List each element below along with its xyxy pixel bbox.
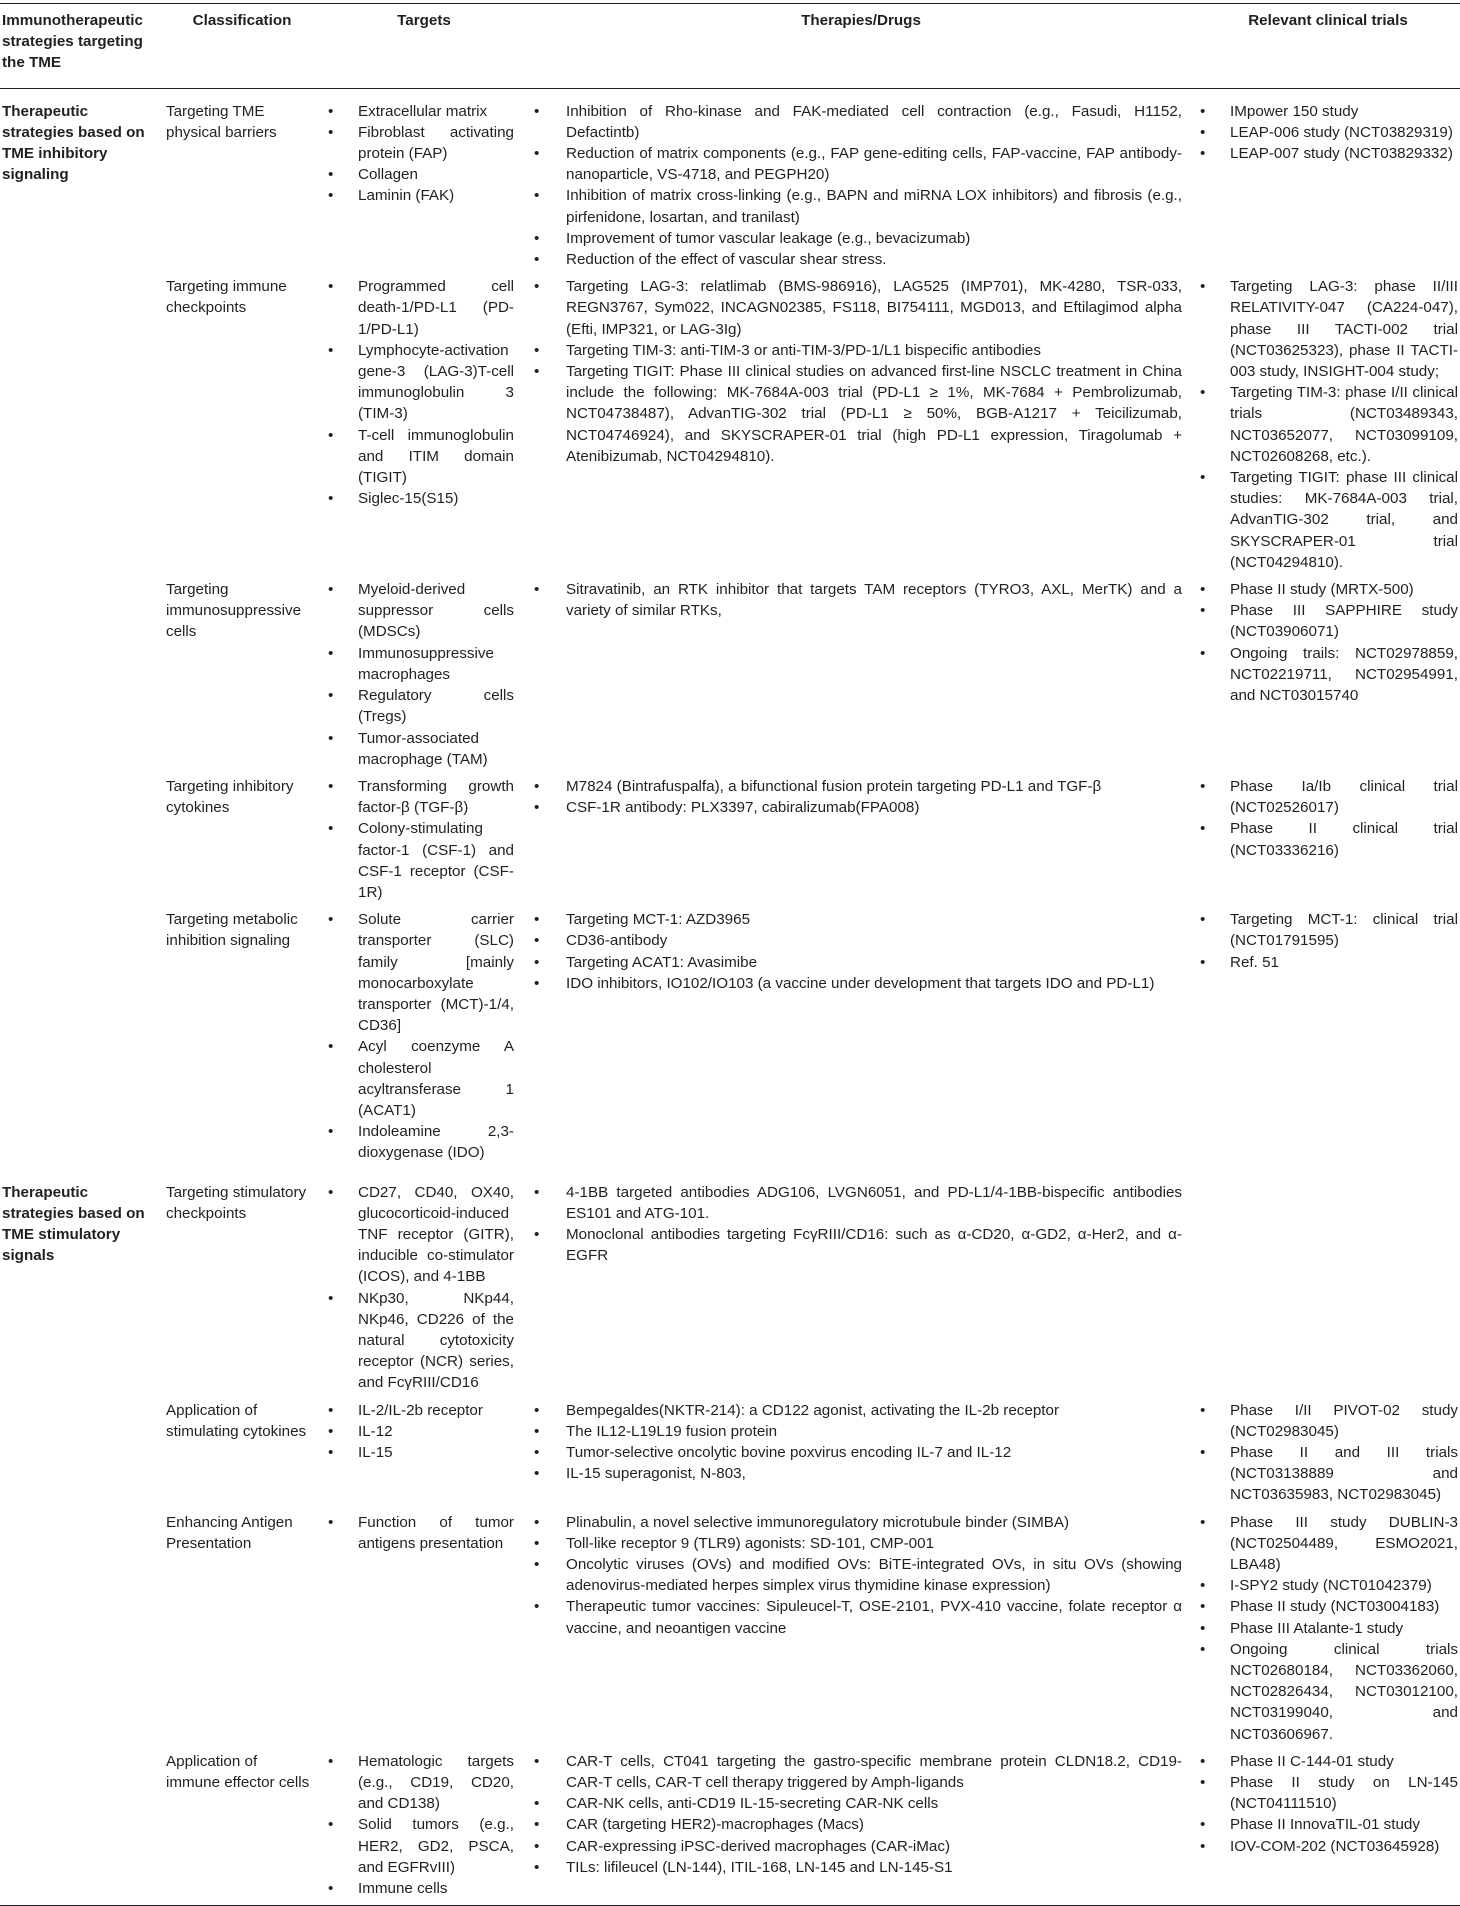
- therapies-cell: [526, 776, 1196, 909]
- trial-item: • Phase III Atalante-1 study: [1200, 1618, 1458, 1639]
- trials-list: [1200, 1512, 1458, 1745]
- strategy-cell: [0, 1751, 162, 1906]
- trials-cell: [1196, 776, 1460, 909]
- classification-cell: Targeting TME physical barriers: [166, 102, 277, 141]
- target-item: • Solute carrier transporter (SLC) family [mainly monocarboxylate transporter (MCT)-1/4, CD36]: [328, 909, 514, 1036]
- target-item: • Regulatory cells (Tregs): [328, 685, 514, 727]
- therapies-cell: [526, 276, 1196, 579]
- trial-item: • Phase II clinical trial (NCT03336216): [1200, 818, 1458, 860]
- strategy-cell: [0, 1400, 162, 1512]
- classification-cell: Targeting inhibitory cytokines: [166, 777, 294, 817]
- targets-cell: [322, 776, 526, 909]
- targets-list: [328, 1400, 514, 1464]
- trial-item: • Phase Ia/Ib clinical trial (NCT02526017): [1200, 776, 1458, 818]
- trials-list: [1200, 1751, 1458, 1857]
- target-item: • IL-12: [328, 1421, 514, 1442]
- therapy-item: • Targeting MCT-1: AZD3965: [534, 909, 1182, 930]
- target-item: • Fibroblast activating protein (FAP): [328, 122, 514, 164]
- trials-cell: [1196, 579, 1460, 776]
- targets-cell: [322, 1751, 526, 1906]
- classification-cell: Enhancing Antigen Presentation: [166, 1513, 293, 1552]
- targets-cell: [322, 276, 526, 579]
- therapy-item: • M7824 (Bintrafuspalfa), a bifunctional fusion protein targeting PD-L1 and TGF-β: [534, 776, 1182, 797]
- trial-item: • IMpower 150 study: [1200, 101, 1458, 122]
- classification-cell: Application of immune effector cells: [166, 1752, 310, 1792]
- table-row: [0, 1751, 1460, 1906]
- header-targets: Targets: [397, 12, 451, 29]
- table-header-row: [0, 4, 1460, 89]
- target-item: • Colony-stimulating factor-1 (CSF-1) and CSF-1 receptor (CSF-1R): [328, 818, 514, 903]
- target-item: • Extracellular matrix: [328, 101, 514, 122]
- target-item: • Transforming growth factor-β (TGF-β): [328, 776, 514, 818]
- targets-list: [328, 1182, 514, 1394]
- trial-item: • LEAP-006 study (NCT03829319): [1200, 122, 1458, 143]
- therapy-item: • The IL12-L19L19 fusion protein: [534, 1421, 1182, 1442]
- trial-item: • Phase II InnovaTIL-01 study: [1200, 1814, 1458, 1835]
- therapy-item: • 4-1BB targeted antibodies ADG106, LVGN6051, and PD-L1/4-1BB-bispecific antibodies ES101 and ATG-101.: [534, 1182, 1182, 1224]
- target-item: • Myeloid-derived suppressor cells (MDSCs): [328, 579, 514, 643]
- target-item: • Indoleamine 2,3-dioxygenase (IDO): [328, 1121, 514, 1163]
- trial-item: • Phase II C-144-01 study: [1200, 1751, 1458, 1772]
- table-row: [0, 579, 1460, 776]
- strategy-cell: Therapeutic strategies based on TME inhibitory signaling: [2, 102, 145, 184]
- table-body: [0, 88, 1460, 1906]
- therapy-item: • Inhibition of Rho-kinase and FAK-mediated cell contraction (e.g., Fasudi, H1152, Defactintb): [534, 101, 1182, 143]
- classification-cell: Targeting immunosuppressive cells: [166, 581, 302, 641]
- therapies-list: [534, 101, 1182, 271]
- therapy-item: • CAR (targeting HER2)-macrophages (Macs): [534, 1814, 1182, 1835]
- therapy-item: • CAR-expressing iPSC-derived macrophages (CAR-iMac): [534, 1836, 1182, 1857]
- targets-cell: [322, 579, 526, 776]
- therapy-item: • Inhibition of matrix cross-linking (e.g., BAPN and miRNA LOX inhibitors) and fibrosis (e.g., pirfenidone, losartan, and tranilast): [534, 185, 1182, 227]
- targets-list: [328, 101, 514, 207]
- header-clinical-trials: Relevant clinical trials: [1248, 12, 1408, 29]
- therapy-item: • Monoclonal antibodies targeting FcγRIII/CD16: such as α-CD20, α-GD2, α-Her2, and α-EGFR: [534, 1224, 1182, 1266]
- therapies-cell: [526, 1751, 1196, 1906]
- therapies-list: [534, 579, 1182, 621]
- targets-list: [328, 1512, 514, 1554]
- trial-item: • Phase I/II PIVOT-02 study (NCT02983045): [1200, 1400, 1458, 1442]
- trial-item: • Targeting TIGIT: phase III clinical studies: MK-7684A-003 trial, AdvanTIG-302 trial, and SKYSCRAPER-01 trial (NCT04294810).: [1200, 467, 1458, 573]
- target-item: • Lymphocyte-activation gene-3 (LAG-3)T-cell immunoglobulin 3 (TIM-3): [328, 340, 514, 425]
- target-item: • Hematologic targets (e.g., CD19, CD20, and CD138): [328, 1751, 514, 1815]
- trials-list: [1200, 776, 1458, 861]
- trial-item: • Ongoing clinical trials NCT02680184, NCT03362060, NCT02826434, NCT03012100, NCT03199040, and NCT03606967.: [1200, 1639, 1458, 1745]
- target-item: • Immune cells: [328, 1878, 514, 1899]
- classification-cell: Targeting stimulatory checkpoints: [166, 1183, 307, 1222]
- target-item: • IL-15: [328, 1442, 514, 1463]
- target-item: • Siglec-15(S15): [328, 488, 514, 509]
- trials-list: [1200, 1400, 1458, 1506]
- target-item: • Solid tumors (e.g., HER2, GD2, PSCA, and EGFRvIII): [328, 1814, 514, 1878]
- trials-list: [1200, 276, 1458, 573]
- target-item: • Acyl coenzyme A cholesterol acyltransferase 1 (ACAT1): [328, 1036, 514, 1121]
- table-row: [0, 1170, 1460, 1400]
- header-therapies: Therapies/Drugs: [801, 12, 921, 29]
- therapies-cell: [526, 1512, 1196, 1751]
- targets-list: [328, 776, 514, 903]
- therapies-list: [534, 909, 1182, 994]
- header-strategies: Immunotherapeutic strategies targeting the TME: [2, 12, 143, 72]
- therapies-list: [534, 776, 1182, 818]
- trial-item: • Targeting MCT-1: clinical trial (NCT01791595): [1200, 909, 1458, 951]
- therapy-item: • Targeting ACAT1: Avasimibe: [534, 952, 1182, 973]
- classification-cell: Targeting metabolic inhibition signaling: [166, 911, 298, 950]
- target-item: • Function of tumor antigens presentation: [328, 1512, 514, 1554]
- targets-list: [328, 276, 514, 509]
- targets-cell: [322, 88, 526, 276]
- target-item: • Collagen: [328, 164, 514, 185]
- immunotherapy-table: [0, 3, 1460, 1906]
- therapies-cell: [526, 579, 1196, 776]
- therapy-item: • CAR-T cells, CT041 targeting the gastro-specific membrane protein CLDN18.2, CD19-CAR-T cells, CAR-T cell therapy triggered by Amph-ligands: [534, 1751, 1182, 1793]
- trial-item: • Ref. 51: [1200, 952, 1458, 973]
- target-item: • Tumor-associated macrophage (TAM): [328, 728, 514, 770]
- target-item: • NKp30, NKp44, NKp46, CD226 of the natural cytotoxicity receptor (NCR) series, and FcγRIII/CD16: [328, 1288, 514, 1394]
- table-row: [0, 776, 1460, 909]
- therapies-cell: [526, 88, 1196, 276]
- strategy-cell: [0, 776, 162, 909]
- trial-item: • Targeting TIM-3: phase I/II clinical trials (NCT03489343, NCT03652077, NCT03099109, NCT02608268, etc.).: [1200, 382, 1458, 467]
- strategy-cell: [0, 276, 162, 579]
- therapy-item: • Targeting TIGIT: Phase III clinical studies on advanced first-line NSCLC treatment in China include the following: MK-7684A-003 trial (PD-L1 ≥ 1%, MK-7684 + Pembrolizumab, NCT04738487), AdvanTIG-302 trial (PD-L1 ≥ 50%, BGB-A1217 + Teicilizumab, NCT04746924), and SKYSCRAPER-01 trial (high PD-L1 expression, Tiragolumab + Atenibizumab, NCT04294810).: [534, 361, 1182, 467]
- trials-list: [1200, 101, 1458, 165]
- targets-cell: [322, 1512, 526, 1751]
- strategy-cell: [0, 909, 162, 1169]
- trials-list: [1200, 909, 1458, 973]
- therapies-list: [534, 1182, 1182, 1267]
- trial-item: • Targeting LAG-3: phase II/III RELATIVITY-047 (CA224-047), phase III TACTI-002 trial (NCT03625323), phase II TACTI-003 study, INSIGHT-004 study;: [1200, 276, 1458, 382]
- targets-list: [328, 579, 514, 770]
- table-row: [0, 909, 1460, 1169]
- targets-cell: [322, 1170, 526, 1400]
- trial-item: • Phase II and III trials (NCT03138889 and NCT03635983, NCT02983045): [1200, 1442, 1458, 1506]
- trial-item: • Phase III study DUBLIN-3 (NCT02504489, ESMO2021, LBA48): [1200, 1512, 1458, 1576]
- trials-list: [1200, 579, 1458, 706]
- trial-item: • I-SPY2 study (NCT01042379): [1200, 1575, 1458, 1596]
- trial-item: • Ongoing trails: NCT02978859, NCT02219711, NCT02954991, and NCT03015740: [1200, 643, 1458, 707]
- classification-cell: Targeting immune checkpoints: [166, 278, 287, 317]
- classification-cell: Application of stimulating cytokines: [166, 1401, 307, 1440]
- therapies-list: [534, 1400, 1182, 1485]
- therapies-cell: [526, 1170, 1196, 1400]
- trials-cell: [1196, 1170, 1460, 1400]
- target-item: • Programmed cell death-1/PD-L1 (PD-1/PD-L1): [328, 276, 514, 340]
- trials-cell: [1196, 1400, 1460, 1512]
- therapy-item: • Improvement of tumor vascular leakage (e.g., bevacizumab): [534, 228, 1182, 249]
- targets-list: [328, 909, 514, 1163]
- therapy-item: • Sitravatinib, an RTK inhibitor that targets TAM receptors (TYRO3, AXL, MerTK) and a variety of similar RTKs,: [534, 579, 1182, 621]
- therapies-list: [534, 276, 1182, 467]
- trial-item: • Phase II study (MRTX-500): [1200, 579, 1458, 600]
- therapy-item: • CD36-antibody: [534, 930, 1182, 951]
- trial-item: • LEAP-007 study (NCT03829332): [1200, 143, 1458, 164]
- therapies-list: [534, 1512, 1182, 1639]
- therapy-item: • IDO inhibitors, IO102/IO103 (a vaccine under development that targets IDO and PD-L1): [534, 973, 1182, 994]
- therapy-item: • TILs: lifileucel (LN-144), ITIL-168, LN-145 and LN-145-S1: [534, 1857, 1182, 1878]
- therapy-item: • CAR-NK cells, anti-CD19 IL-15-secreting CAR-NK cells: [534, 1793, 1182, 1814]
- header-classification: Classification: [192, 12, 292, 29]
- table-row: [0, 88, 1460, 276]
- therapy-item: • Targeting LAG-3: relatlimab (BMS-986916), LAG525 (IMP701), MK-4280, TSR-033, REGN3767, Sym022, INCAGN02385, FS118, BI754111, MGD013, and Eftilagimod alpha (Efti, IMP321, or LAG-3Ig): [534, 276, 1182, 340]
- trials-cell: [1196, 88, 1460, 276]
- trial-item: • Phase III SAPPHIRE study (NCT03906071): [1200, 600, 1458, 642]
- trials-cell: [1196, 276, 1460, 579]
- trial-item: • Phase II study (NCT03004183): [1200, 1596, 1458, 1617]
- therapy-item: • CSF-1R antibody: PLX3397, cabiralizumab(FPA008): [534, 797, 1182, 818]
- therapy-item: • Reduction of matrix components (e.g., FAP gene-editing cells, FAP-vaccine, FAP antibody-nanoparticle, VS-4718, and PEGPH20): [534, 143, 1182, 185]
- therapy-item: • Tumor-selective oncolytic bovine poxvirus encoding IL-7 and IL-12: [534, 1442, 1182, 1463]
- therapy-item: • Oncolytic viruses (OVs) and modified OVs: BiTE-integrated OVs, in situ OVs (showing adenovirus-mediated herpes simplex virus thymidine kinase expression): [534, 1554, 1182, 1596]
- targets-cell: [322, 909, 526, 1169]
- targets-list: [328, 1751, 514, 1899]
- table-row: [0, 1400, 1460, 1512]
- trials-cell: [1196, 1512, 1460, 1751]
- therapy-item: • Targeting TIM-3: anti-TIM-3 or anti-TIM-3/PD-1/L1 bispecific antibodies: [534, 340, 1182, 361]
- strategy-cell: [0, 1512, 162, 1751]
- therapy-item: • Therapeutic tumor vaccines: Sipuleucel-T, OSE-2101, PVX-410 vaccine, folate receptor α vaccine, and neoantigen vaccine: [534, 1596, 1182, 1638]
- trial-item: • IOV-COM-202 (NCT03645928): [1200, 1836, 1458, 1857]
- targets-cell: [322, 1400, 526, 1512]
- trials-cell: [1196, 1751, 1460, 1906]
- target-item: • Laminin (FAK): [328, 185, 514, 206]
- strategy-cell: [0, 579, 162, 776]
- target-item: • T-cell immunoglobulin and ITIM domain (TIGIT): [328, 425, 514, 489]
- trial-item: • Phase II study on LN-145 (NCT04111510): [1200, 1772, 1458, 1814]
- therapies-cell: [526, 909, 1196, 1169]
- therapies-cell: [526, 1400, 1196, 1512]
- target-item: • Immunosuppressive macrophages: [328, 643, 514, 685]
- therapy-item: • Reduction of the effect of vascular shear stress.: [534, 249, 1182, 270]
- therapy-item: • IL-15 superagonist, N-803,: [534, 1463, 1182, 1484]
- table-row: [0, 276, 1460, 579]
- therapy-item: • Bempegaldes(NKTR-214): a CD122 agonist, activating the IL-2b receptor: [534, 1400, 1182, 1421]
- table-row: [0, 1512, 1460, 1751]
- target-item: • CD27, CD40, OX40, glucocorticoid-induced TNF receptor (GITR), inducible co-stimulator (ICOS), and 4-1BB: [328, 1182, 514, 1288]
- trials-cell: [1196, 909, 1460, 1169]
- therapy-item: • Plinabulin, a novel selective immunoregulatory microtubule binder (SIMBA): [534, 1512, 1182, 1533]
- therapy-item: • Toll-like receptor 9 (TLR9) agonists: SD-101, CMP-001: [534, 1533, 1182, 1554]
- target-item: • IL-2/IL-2b receptor: [328, 1400, 514, 1421]
- strategy-cell: Therapeutic strategies based on TME stimulatory signals: [2, 1183, 145, 1265]
- therapies-list: [534, 1751, 1182, 1878]
